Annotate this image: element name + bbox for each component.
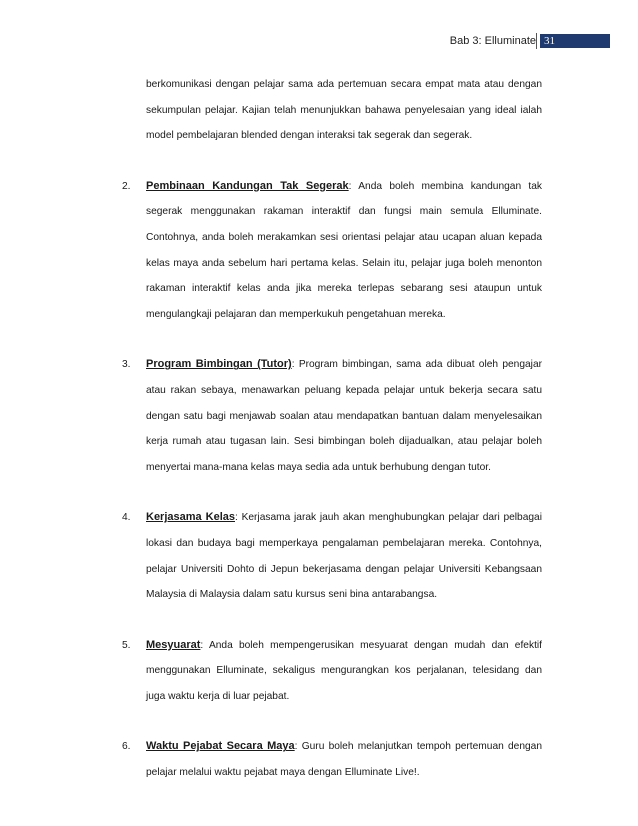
list-item-number: 5. <box>122 639 131 651</box>
list-item <box>122 734 542 785</box>
page-number-box <box>540 34 610 48</box>
page-header <box>0 33 638 51</box>
list-item-text: Kerjasama jarak jauh akan menghubungkan pelajar dari pelbagai lokasi dan budaya bagi memperkaya pengalaman pembelajaran mereka. Contohnya, pelajar Universiti Dohto di Jepun bekerjasama dengan pelajar Universiti Kebangsaan Malaysia di Malaysia dalam satu kursus seni bina antarabangsa. <box>146 512 542 601</box>
list-item-separator: : <box>291 359 295 371</box>
list-item-term: Mesyuarat <box>146 638 201 651</box>
list-item <box>122 505 542 607</box>
list-item-term: Pembinaan Kandungan Tak Segerak <box>146 179 349 192</box>
intro-paragraph: berkomunikasi dengan pelajar sama ada pertemuan secara empat mata atau dengan sekumpulan pelajar. Kajian telah menunjukkan bahawa penyelesaian yang ideal ialah model pembelajaran blended dengan interaksi tak segerak dan segerak. <box>146 79 542 142</box>
list-item-term: Program Bimbingan (Tutor) <box>146 358 292 371</box>
page-body <box>122 72 543 786</box>
list-item-text: Anda boleh mempengerusikan mesyuarat dengan mudah dan efektif menggunakan Elluminate, sekaligus mengurangkan kos perjalanan, telesidang dan juga waktu kerja di luar pejabat. <box>146 639 542 702</box>
header-divider <box>536 33 537 49</box>
list-item-text: Program bimbingan, sama ada dibuat oleh pengajar atau rakan sebaya, menawarkan peluang kepada pelajar untuk bekerja secara satu dengan satu bagi menjawab soalan atau mendapatkan bantuan dalam menyelesaikan kerja rumah atau tugasan lain. Sesi bimbingan boleh dijadualkan, atau pelajar boleh menyertai mana-mana kelas maya sedia ada untuk berhubung dengan tutor. <box>146 359 542 473</box>
chapter-title: Bab 3: Elluminate <box>449 35 536 47</box>
list-item <box>122 174 543 328</box>
list-item-number: 6. <box>122 741 131 753</box>
list-item-text: Guru boleh melanjutkan tempoh pertemuan dengan pelajar melalui waktu pejabat maya dengan Elluminate Live!. <box>146 741 542 779</box>
list-item-term: Waktu Pejabat Secara Maya <box>146 740 295 753</box>
list-item-term: Kerjasama Kelas <box>146 511 235 524</box>
list-item-separator: : <box>348 180 352 192</box>
list-item <box>122 352 542 480</box>
list-item-separator: : <box>200 639 204 651</box>
list-item-number: 2. <box>122 180 131 192</box>
list-item-number: 3. <box>122 359 131 371</box>
list-item-number: 4. <box>122 512 131 524</box>
list-item <box>122 633 542 710</box>
list-item-text: Anda boleh membina kandungan tak segerak menggunakan rakaman interaktif dan fungsi main semula Elluminate. Contohnya, anda boleh merakamkan sesi orientasi pelajar atau ucapan aluan kepada kelas maya anda sebelum hari pertama kelas. Selain itu, pelajar juga boleh menonton rakaman interaktif kelas anda jika mereka terlepas sebarang sesi ataupun untuk mengulangkaji pelajaran dan memperkukuh pengetahuan mereka. <box>146 180 543 320</box>
list-item-separator: : <box>294 741 298 753</box>
page-number: 31 <box>544 35 555 47</box>
list-item-separator: : <box>234 512 238 524</box>
